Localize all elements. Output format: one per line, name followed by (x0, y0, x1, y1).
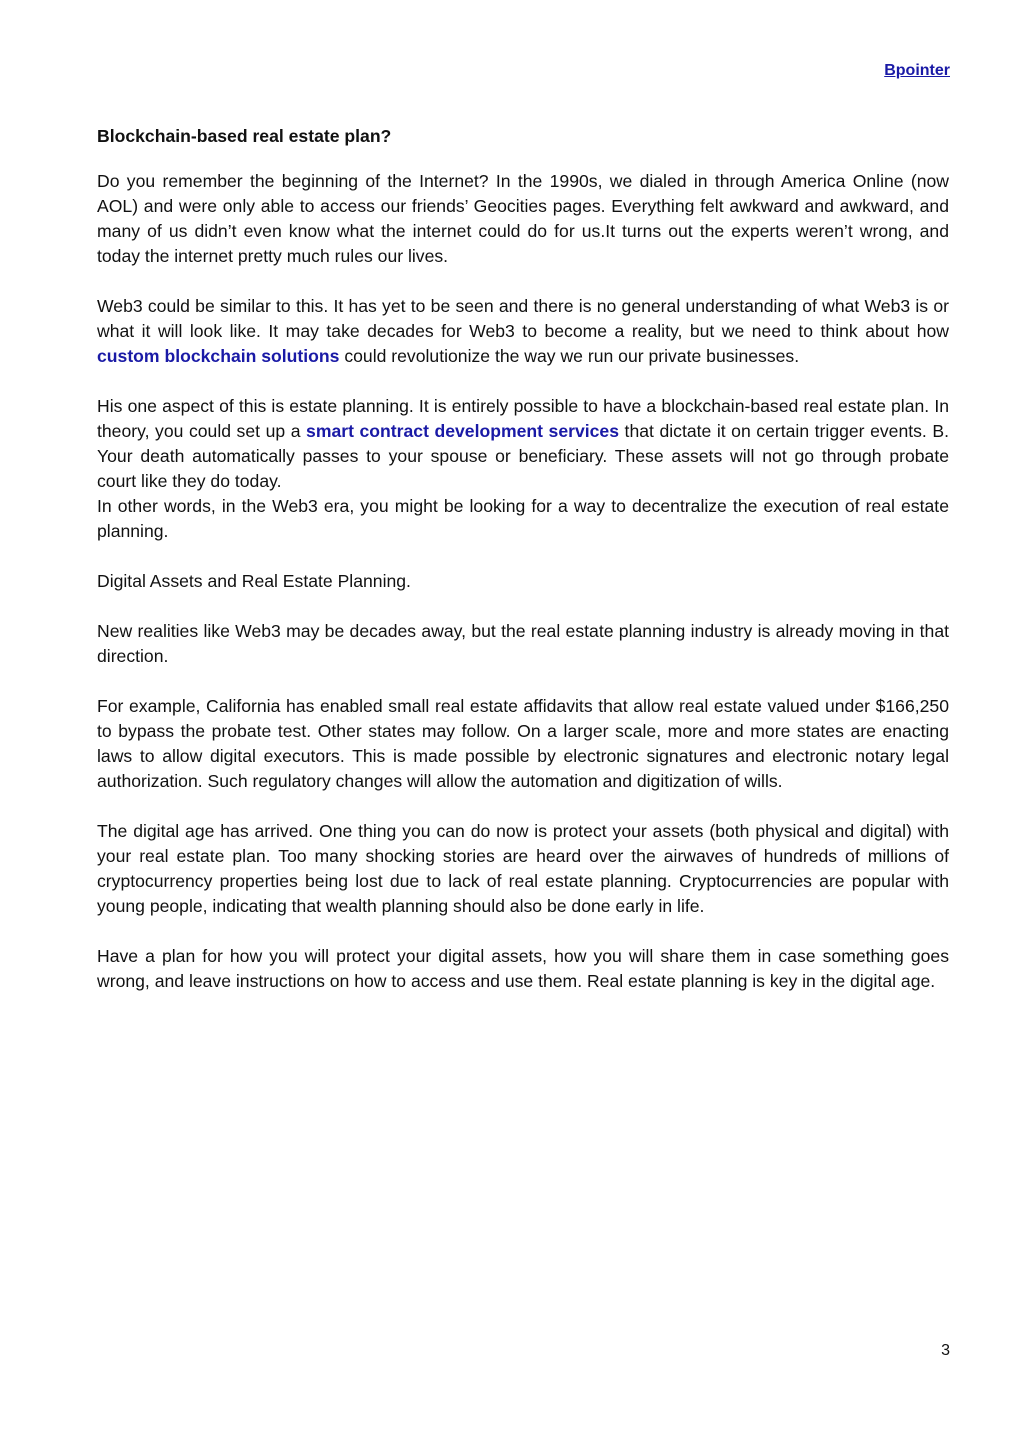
paragraph-estate-text-before: His one aspect of this is estate planning. It is entirely possible to have a blockchain-based real estate plan. In theory, you could set up a (97, 396, 949, 441)
bpointer-header-link[interactable]: Bpointer (884, 62, 950, 79)
paragraph-web3-era: In other words, in the Web3 era, you might be looking for a way to decentralize the execution of real estate planning. (97, 496, 949, 541)
paragraph-web3-text-after: could revolutionize the way we run our private businesses. (339, 346, 800, 366)
paragraph-internet-history: Do you remember the beginning of the Internet? In the 1990s, we dialed in through America Online (now AOL) and were only able to access our friends’ Geocities pages. Everything felt awkward and awkward, and many of us didn’t even know what the internet could do for us.It turns out the experts weren’t wrong, and today the internet pretty much rules our lives. (97, 171, 949, 266)
paragraph-estate-planning (97, 394, 949, 494)
custom-blockchain-solutions-link[interactable]: custom blockchain solutions (97, 346, 340, 366)
article-body (97, 124, 949, 1019)
page-number: 3 (941, 1342, 950, 1359)
paragraph-new-realities: New realities like Web3 may be decades away, but the real estate planning industry is already moving in that direction. (97, 621, 949, 666)
smart-contract-development-services-link[interactable]: smart contract development services (306, 421, 619, 441)
paragraph-web3-text-before: Web3 could be similar to this. It has yet to be seen and there is no general understanding of what Web3 is or what it will look like. It may take decades for Web3 to become a reality, but we need to think about how (97, 296, 949, 341)
paragraph-digital-age: The digital age has arrived. One thing you can do now is protect your assets (both physical and digital) with your real estate plan. Too many shocking stories are heard over the airwaves of hundreds of millions of cryptocurrency properties being lost due to lack of real estate planning. Cryptocurrencies are popular with young people, indicating that wealth planning should also be done early in life. (97, 821, 949, 916)
paragraph-estate-text-after: that dictate it on certain trigger events. B. Your death automatically passes to your spouse or beneficiary. These assets will not go through probate court like they do today. (97, 421, 949, 491)
paragraph-have-a-plan: Have a plan for how you will protect your digital assets, how you will share them in case something goes wrong, and leave instructions on how to access and use them. Real estate planning is key in the digital age. (97, 946, 949, 991)
paragraph-web3-similarity (97, 294, 949, 369)
paragraph-california-example: For example, California has enabled small real estate affidavits that allow real estate valued under $166,250 to bypass the probate test. Other states may follow. On a larger scale, more and more states are enacting laws to allow digital executors. This is made possible by electronic signatures and electronic notary legal authorization. Such regulatory changes will allow the automation and digitization of wills. (97, 696, 949, 791)
article-title: Blockchain-based real estate plan? (97, 126, 392, 146)
section-heading-digital-assets: Digital Assets and Real Estate Planning. (97, 571, 411, 591)
